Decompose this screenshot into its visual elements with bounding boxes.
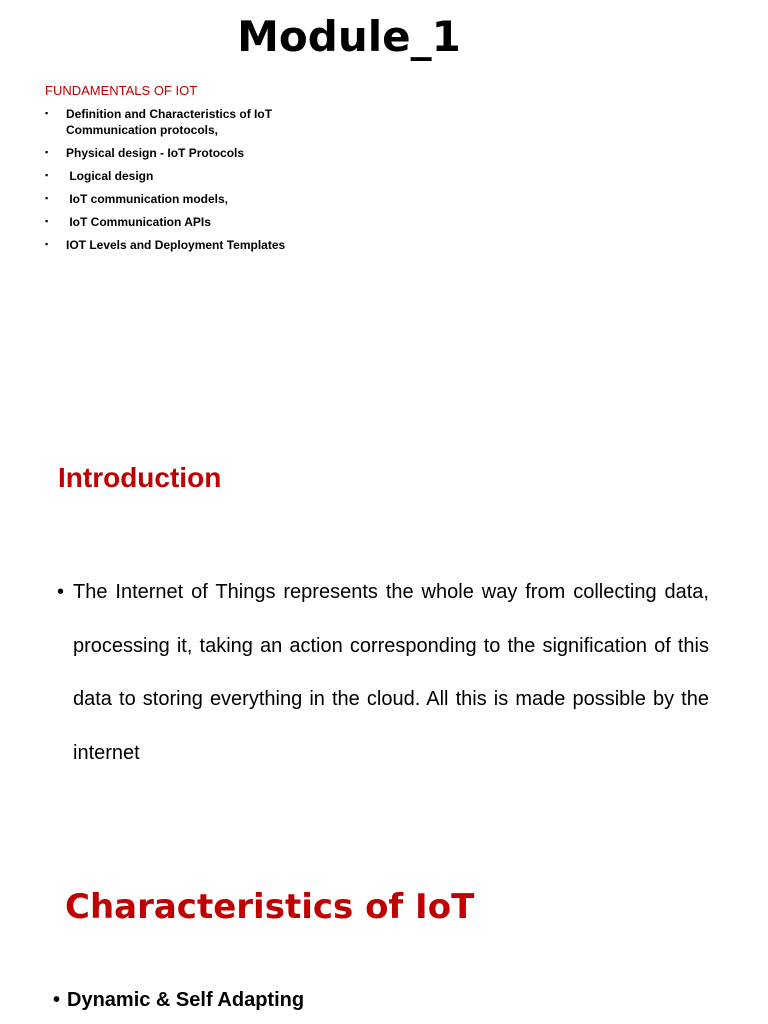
fundamentals-heading: FUNDAMENTALS OF IOT — [45, 83, 198, 98]
topic-label: IoT Communication APIs — [66, 215, 211, 229]
square-bullet-icon: ▪ — [45, 147, 49, 157]
topic-item — [44, 168, 364, 184]
topic-label: Physical design - IoT Protocols — [66, 146, 245, 160]
topic-item — [44, 191, 364, 207]
page-title: Module_1 — [237, 12, 461, 61]
topic-item — [44, 214, 364, 230]
topic-item — [44, 145, 364, 161]
round-bullet-icon: • — [57, 581, 65, 603]
introduction-heading: Introduction — [58, 462, 222, 493]
topic-label: IOT Levels and Deployment Templates — [66, 238, 286, 252]
round-bullet-icon: • — [53, 989, 61, 1011]
topic-item — [44, 237, 364, 253]
characteristic-label: Dynamic & Self Adapting — [67, 989, 305, 1011]
introduction-paragraph — [57, 566, 709, 781]
topic-label: IoT communication models, — [66, 192, 229, 206]
topic-item — [44, 106, 364, 138]
square-bullet-icon: ▪ — [45, 193, 49, 203]
square-bullet-icon: ▪ — [45, 108, 49, 118]
fundamentals-topic-list — [44, 106, 364, 260]
square-bullet-icon: ▪ — [45, 216, 49, 226]
topic-label: Logical design — [66, 169, 154, 183]
topic-label: Definition and Characteristics of IoT — [66, 107, 273, 121]
square-bullet-icon: ▪ — [45, 239, 49, 249]
topic-label: Communication protocols, — [66, 123, 219, 137]
square-bullet-icon: ▪ — [45, 170, 49, 180]
characteristics-heading: Characteristics of IoT — [65, 887, 475, 927]
introduction-text: The Internet of Things represents the whole way from collecting data, processing it, taking an action corresponding to the signification of this data to storing everything in the cloud. All this is made possible by the internet — [73, 581, 709, 765]
characteristic-item — [53, 986, 653, 1014]
characteristics-list — [53, 986, 653, 1022]
